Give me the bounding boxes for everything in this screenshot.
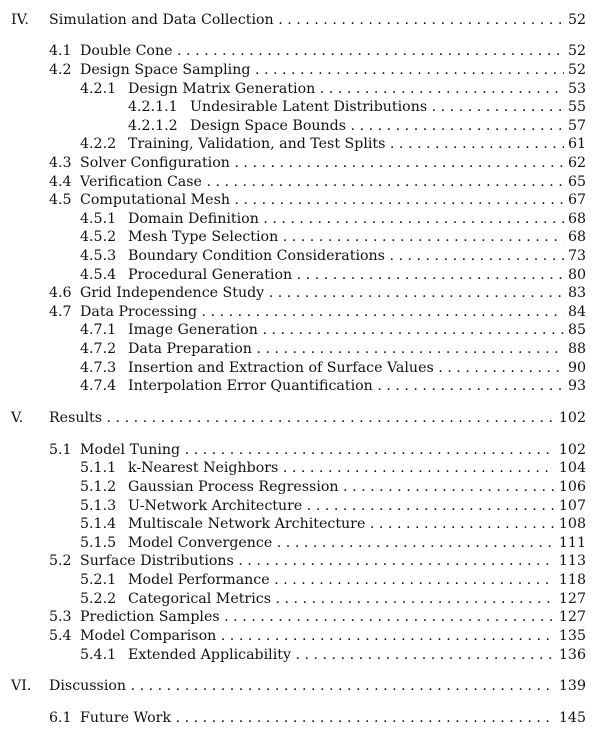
toc-page: 61 [564,135,586,153]
toc-number: 4.5.1 [80,211,117,227]
toc-title: Data Preparation . . . [128,340,586,358]
toc-entry-section[interactable] [0,608,604,626]
toc-page: 107 [555,497,586,515]
toc-page: 52 [564,42,586,60]
toc-entry-subsection[interactable] [0,497,604,515]
toc-number: 5.2 [49,553,72,569]
toc-page: 68 [564,210,586,228]
toc-entry-subsection[interactable] [0,228,604,246]
toc-title: U-Network Architecture . . . [128,497,586,515]
toc-title: Model Performance . . . [128,571,586,589]
toc-page: 102 [555,409,586,427]
toc-number: 4.2.1.1 [128,99,178,115]
toc-number: 4.2.1.2 [128,118,178,134]
toc-page: 57 [564,117,586,135]
toc-number: 5.1.4 [80,516,117,532]
toc-entry-chapter[interactable] [0,409,604,427]
toc-entry-chapter[interactable] [0,677,604,695]
toc-page: 83 [564,284,586,302]
toc-page: 127 [555,590,586,608]
toc-page: 65 [564,173,586,191]
toc-page: 108 [555,515,586,533]
toc-entry-section[interactable] [0,61,604,79]
toc-page: 139 [555,677,586,695]
toc-title: Future Work . . . [80,709,586,727]
toc-number: 4.7.1 [80,322,117,338]
toc-page: 113 [555,552,586,570]
toc-entry-section[interactable] [0,191,604,209]
toc-page: 136 [555,646,586,664]
toc-number: 4.5 [49,192,72,208]
toc-page: 106 [555,478,586,496]
toc-title: Simulation and Data Collection . . . [49,11,586,29]
toc-entry-subsection[interactable] [0,571,604,589]
toc-entry-section[interactable] [0,303,604,321]
toc-page: 52 [564,11,586,29]
toc-number: 4.5.4 [80,267,117,283]
toc-entry-section[interactable] [0,42,604,60]
toc-entry-subsection[interactable] [0,377,604,395]
toc-page: 80 [564,266,586,284]
toc-entry-subsection[interactable] [0,210,604,228]
toc-page: 68 [564,228,586,246]
toc-number: 5.2.1 [80,572,117,588]
toc-title: Insertion and Extraction of Surface Values . . . [128,359,586,377]
toc-entry-section[interactable] [0,284,604,302]
toc-title: Training, Validation, and Test Splits . . . [128,135,586,153]
toc-number: 4.2 [49,62,72,78]
toc-title: Model Tuning . . . [80,441,586,459]
toc-entry-subsection[interactable] [0,534,604,552]
toc-entry-section[interactable] [0,627,604,645]
toc-entry-section[interactable] [0,441,604,459]
toc-number: 4.7.3 [80,360,117,376]
toc-page: 93 [564,377,586,395]
toc-number: V. [11,410,24,426]
toc-title: Grid Independence Study . . . [80,284,586,302]
toc-title: Design Space Sampling . . . [80,61,586,79]
toc-title: Mesh Type Selection . . . [128,228,586,246]
toc-number: 5.4 [49,628,72,644]
toc-title: Undesirable Latent Distributions . . . [190,98,586,116]
toc-number: 5.4.1 [80,647,117,663]
toc-number: 4.5.2 [80,229,117,245]
toc-page: 90 [564,359,586,377]
toc-page: 135 [555,627,586,645]
toc-number: 4.1 [49,43,72,59]
toc-entry-section[interactable] [0,154,604,172]
toc-title: Model Convergence . . . [128,534,586,552]
toc-page: 55 [564,98,586,116]
toc-title: Computational Mesh . . . [80,191,586,209]
toc-title: Procedural Generation . . . [128,266,586,284]
toc-title: Image Generation . . . [128,321,586,339]
toc-number: 4.4 [49,174,72,190]
toc-entry-subsection[interactable] [0,590,604,608]
toc-entry-section[interactable] [0,709,604,727]
toc-entry-subsection[interactable] [0,646,604,664]
toc-page: 84 [564,303,586,321]
toc-entry-subsection[interactable] [0,321,604,339]
toc-entry-subsection[interactable] [0,266,604,284]
toc-title: Data Processing . . . [80,303,586,321]
toc-page: 88 [564,340,586,358]
toc-title: k-Nearest Neighbors . . . [128,459,586,477]
toc-number: 4.6 [49,285,72,301]
toc-number: 5.1.2 [80,479,117,495]
toc-page: 102 [555,441,586,459]
toc-entry-chapter[interactable] [0,11,604,29]
toc-entry-subsubsection[interactable] [0,98,604,116]
toc-page: 73 [564,247,586,265]
toc-number: 5.1.5 [80,535,117,551]
toc-entry-subsection[interactable] [0,515,604,533]
toc-entry-subsection[interactable] [0,359,604,377]
toc-title: Solver Configuration . . . [80,154,586,172]
toc-number: 4.7.2 [80,341,117,357]
toc-number: VI. [11,678,32,694]
toc-entry-subsubsection[interactable] [0,117,604,135]
toc-page: 118 [555,571,586,589]
toc-title: Categorical Metrics . . . [128,590,586,608]
toc-title: Discussion . . . [49,677,586,695]
toc-number: 5.3 [49,609,72,625]
toc-number: 4.7 [49,304,72,320]
toc-title: Design Space Bounds . . . [190,117,586,135]
toc-title: Interpolation Error Quantification . . . [128,377,586,395]
toc-page: 67 [564,191,586,209]
toc-page: 85 [564,321,586,339]
toc-page: 145 [555,709,586,727]
toc-title: Verification Case . . . [80,173,586,191]
toc-number: 5.1.3 [80,498,117,514]
toc-number: 6.1 [49,710,72,726]
toc-number: 4.2.1 [80,81,117,97]
toc-entry-subsection[interactable] [0,340,604,358]
toc-number: 5.1 [49,442,72,458]
toc-title: Extended Applicability . . . [128,646,586,664]
toc-title: Domain Definition . . . [128,210,586,228]
toc-title: Multiscale Network Architecture . . . [128,515,586,533]
toc-entry-subsection[interactable] [0,478,604,496]
toc-page: 111 [555,534,586,552]
toc-entry-subsection[interactable] [0,459,604,477]
toc-entry-subsection[interactable] [0,247,604,265]
toc-number: 4.2.2 [80,136,117,152]
toc-title: Design Matrix Generation . . . [128,80,586,98]
toc-number: IV. [11,12,29,28]
toc-page: 104 [555,459,586,477]
toc-entry-subsection[interactable] [0,80,604,98]
toc-page: 62 [564,154,586,172]
toc-entry-section[interactable] [0,173,604,191]
toc-number: 5.2.2 [80,591,117,607]
toc-entry-section[interactable] [0,552,604,570]
toc-title: Gaussian Process Regression . . . [128,478,586,496]
toc-number: 4.7.4 [80,378,117,394]
toc-page: 52 [564,61,586,79]
toc-entry-subsection[interactable] [0,135,604,153]
toc-number: 4.5.3 [80,248,117,264]
toc-number: 5.1.1 [80,460,117,476]
toc-title: Results . . . [49,409,586,427]
toc-page: 127 [555,608,586,626]
toc-page: 53 [564,80,586,98]
toc-title: Prediction Samples . . . [80,608,586,626]
toc-title: Surface Distributions . . . [80,552,586,570]
toc-number: 4.3 [49,155,72,171]
toc-title: Boundary Condition Considerations . . . [128,247,586,265]
toc-title: Model Comparison . . . [80,627,586,645]
toc-title: Double Cone . . . [80,42,586,60]
